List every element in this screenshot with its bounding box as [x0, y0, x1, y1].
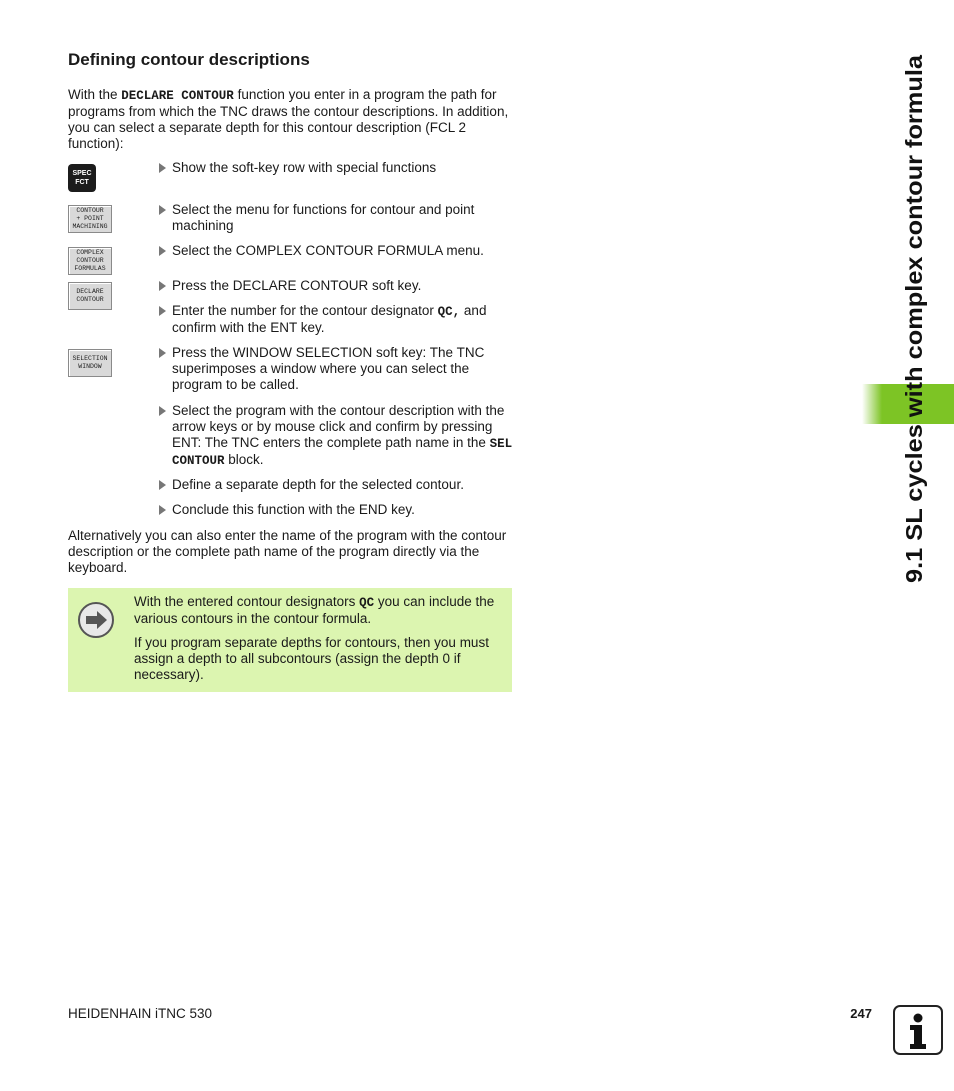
step-window-selection: Press the WINDOW SELECTION soft key: The TNC superimposes a window where you can select the program to be called.	[159, 345, 513, 393]
spec-fct-key[interactable]: SPEC FCT	[68, 164, 96, 192]
note-box	[68, 588, 512, 692]
arrow-right-icon	[78, 602, 114, 638]
step-arrow-icon	[159, 281, 166, 291]
step-press-declare: Press the DECLARE CONTOUR soft key.	[159, 278, 513, 294]
section-title: Defining contour descriptions	[68, 50, 310, 69]
step-select-complex-menu: Select the COMPLEX CONTOUR FORMULA menu.	[159, 243, 513, 259]
complex-contour-formulas-softkey[interactable]: COMPLEX CONTOUR FORMULAS	[68, 247, 112, 275]
step-conclude: Conclude this function with the END key.	[159, 502, 513, 518]
step-arrow-icon	[159, 163, 166, 173]
step-select-program: Select the program with the contour description with the arrow keys or by mouse click and confirm by pressing ENT: The TNC enters the complete path name in the SEL CONTOUR block.	[159, 403, 513, 469]
step-arrow-icon	[159, 505, 166, 515]
chapter-title	[870, 53, 954, 585]
step-arrow-icon	[159, 246, 166, 256]
step-define-depth: Define a separate depth for the selected contour.	[159, 477, 513, 493]
selection-window-softkey[interactable]: SELECTION WINDOW	[68, 349, 112, 377]
note-paragraph-2: If you program separate depths for contours, then you must assign a depth to all subcontours (assign the depth 0 if necessary).	[134, 635, 489, 682]
step-arrow-icon	[159, 406, 166, 416]
page-number: 247	[850, 1006, 872, 1021]
intro-paragraph: With the DECLARE CONTOUR function you enter in a program the path for programs from which the TNC draws the contour descriptions. In addition, you can select a separate depth for this contour description (FCL 2 function):	[68, 87, 509, 151]
contour-point-machining-softkey[interactable]: CONTOUR + POINT MACHINING	[68, 205, 112, 233]
declare-contour-softkey[interactable]: DECLARE CONTOUR	[68, 282, 112, 310]
step-arrow-icon	[159, 348, 166, 358]
footer-title: HEIDENHAIN iTNC 530	[68, 1006, 213, 1021]
step-show-softkeys: Show the soft-key row with special functions	[159, 160, 513, 176]
svg-text:9.1 SL cycles with complex con: 9.1 SL cycles with complex contour formula	[901, 93, 927, 583]
note-paragraph-1: With the entered contour designators QC you can include the various contours in the contour formula.	[134, 594, 495, 626]
step-select-menu: Select the menu for functions for contour and point machining	[159, 202, 513, 234]
alternative-paragraph: Alternatively you can also enter the name of the program with the contour description or the complete path name of the program directly via the keyboard.	[68, 528, 507, 575]
step-arrow-icon	[159, 306, 166, 316]
step-arrow-icon	[159, 480, 166, 490]
info-icon	[893, 1005, 943, 1055]
step-arrow-icon	[159, 205, 166, 215]
step-enter-designator: Enter the number for the contour designator QC, and confirm with the ENT key.	[159, 303, 513, 336]
